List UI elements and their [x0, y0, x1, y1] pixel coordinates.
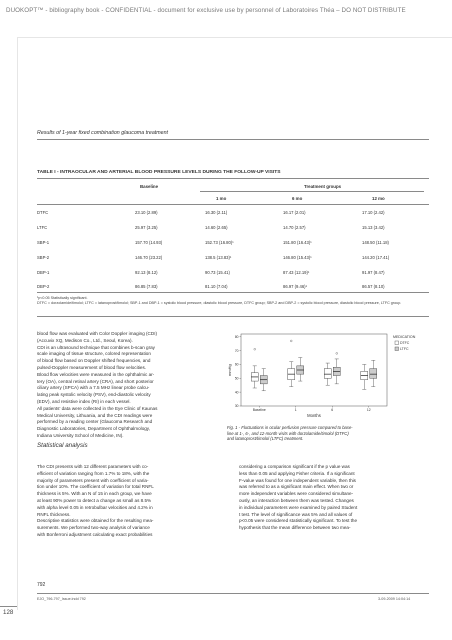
methods-paragraph: blood flow was evaluated with Color Doppler imaging (CDI) (Accuvix XQ, Medison Co., Ltd., Seoul, Korea). CDI is an ultrasound technique that combines b-scan gray scale imaging of tissue structure, colored representation of blood flow based on Doppler shifted frequencies, and pulsed-Doppler measurement of blood flow velocities. Blood flow velocities were measured in the ophthalmic ar- tery (OA), central retinal artery (CRA), and short posterior ciliary artery (SPCA) with a 7.5 MHz linear probe calcu- lating peak systolic velocity (PSV), end-diastolic velocity (EDV), and resistive index (RI) in each vessel. All patients' data were collected in the Eye Clinic of Kaunas Medical University, Lithuania, and the CDI readings were performed by a reading center (Glaucoma Research and Diagnostic Laboratories, Department of Ophthalmology, Indiana University School of Medicine, IN).: [37, 331, 158, 438]
legend-swatch-dtfc: [395, 341, 399, 345]
box-dtfc-0: [251, 366, 258, 388]
statistics-paragraph: The CDI presents with 12 different parameters with co- efficient of variation ranging from 1.7% to 18%, with the majority of parameters present with coefficient of varia- tion under 10%. The coefficient of variation for total RNFL thickness is 5%. With an N of 15 in each group, we have at least 90% power to detect a change as small as 8.5% with alpha level 0.05 in retrobulbar velocities and 4.2% in RNFL thickness. Descriptive statistics were obtained for the resulting mea- surements. We performed two-way analysis of variance with Bonferroni adjustment calculating exact probabilities: [37, 464, 154, 537]
x-axis-label: Months: [307, 413, 321, 418]
results-paragraph: considering a comparison significant if the p value was less than 0.05 and applying Fisher criteria. If a significant F-value was found for one independent variable, then this was referred to as a significant main effect. When two or more independent variables were considered simultane- ously, an interaction between them was tested. Changes in individual parameters were examined by paired Student t test. The level of significance was 5% and all values of p<0.05 were considered statistically significant. To test the hypothesis that the mean difference between two mea-: [239, 464, 358, 531]
production-file-line: EJO_796-797_Issue.indd 792: [37, 597, 86, 601]
y-tick-label: 30: [234, 404, 239, 409]
legend-label-dtfc: DTFC: [400, 341, 410, 345]
legend-label-ltfc: LTFC: [400, 347, 409, 351]
banner-text: DUOKOPT™ - bibliography book - CONFIDENTIAL - document for exclusive use by personnel of Laboratoires Théa – DO NOT DISTRIBUTE: [6, 7, 406, 14]
section-title: Results of 1-year fixed combination glaucoma treatment: [37, 130, 169, 136]
box-dtfc-2: [324, 363, 331, 385]
box-iqr: [324, 369, 331, 379]
subhead-statistical-analysis: Statistical analysis: [37, 442, 88, 449]
box-ltfc-0: [260, 369, 267, 391]
section-rule: [37, 139, 429, 140]
footer-rule: [37, 593, 429, 594]
y-tick-label: 60: [234, 362, 239, 367]
legend-title: MEDICATION: [393, 335, 416, 339]
outlier-point: [290, 340, 292, 342]
journal-page-number: 792: [37, 582, 46, 588]
box-ltfc-2: [333, 359, 340, 384]
x-tick-label: Baseline: [252, 408, 266, 412]
box-ltfc-1: [297, 358, 304, 382]
y-tick-label: 40: [234, 390, 239, 395]
header-rule: [37, 204, 429, 205]
footnote-rule: [37, 316, 429, 317]
group-rule: [200, 191, 424, 192]
table-top-rule: [37, 178, 429, 179]
table-bottom-rule: [37, 292, 429, 293]
box-ltfc-3: [370, 360, 377, 386]
box-iqr: [370, 369, 377, 379]
col-6mo: 6 mo: [292, 196, 303, 201]
footnote-significance: ¹p<0.05 Statistically significant.: [37, 296, 88, 300]
plot-frame: [241, 334, 387, 406]
x-tick-label: 1: [294, 408, 297, 412]
confidential-banner: [0, 0, 452, 22]
col-baseline: Baseline: [140, 184, 159, 189]
col-treatment-groups: Treatment groups: [304, 184, 342, 189]
footnote-abbreviations: DTFC = dorzolamide/timolol; LTFC = latanoprost/timolol; SBP-1 and DBP-1 = systolic blood pressure, diastolic blood pressure, DTFC group; SBP-2 and DBP-2 = systolic blood pressure, diastolic blood pressure, LTFC group.: [37, 301, 402, 305]
outlier-point: [254, 348, 256, 350]
table-title: TABLE I - INTRAOCULAR AND ARTERIAL BLOOD PRESSURE LEVELS DURING THE FOLLOW-UP VISITS: [37, 170, 281, 175]
y-tick-label: 50: [234, 376, 239, 381]
y-tick-label: 80: [234, 334, 239, 339]
y-axis-label: mmHg: [227, 364, 232, 376]
box-dtfc-1: [288, 362, 295, 387]
legend-swatch-ltfc: [395, 347, 399, 351]
x-tick-label: 12: [366, 408, 371, 412]
col-12mo: 12 mo: [372, 196, 385, 201]
y-tick-label: 70: [234, 348, 239, 353]
book-page-number: 128: [3, 609, 14, 616]
figure-caption: Fig. 1 - Fluctuations in ocular perfusion pressure compared to base- line at 1-, 6-, and 12-month visits with dorzolamide/timolol (DTFC) and latanoprost/timolol (LTFC) treatment.: [227, 425, 353, 442]
box-dtfc-3: [361, 364, 368, 389]
perfusion-box-chart: [227, 330, 427, 422]
side-page-rule: [0, 606, 17, 607]
outlier-point: [336, 352, 338, 354]
x-tick-label: 6: [331, 408, 334, 412]
legend: [393, 335, 416, 351]
col-1mo: 1 mo: [216, 196, 227, 201]
table-footnotes: [37, 296, 429, 306]
production-date-line: 3-09-2009 14:04:14: [378, 597, 411, 601]
